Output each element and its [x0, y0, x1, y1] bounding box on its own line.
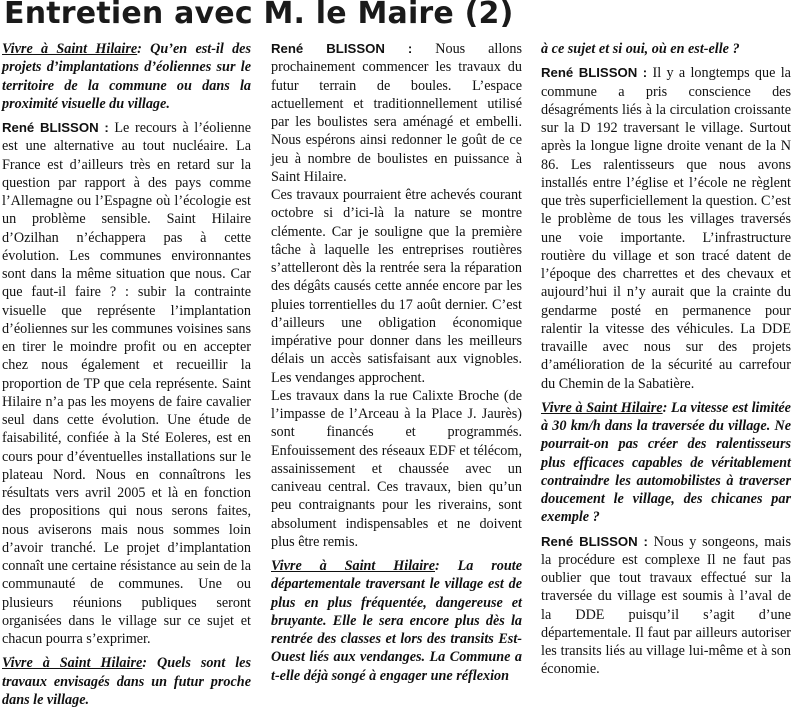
- answer-text: Il y a longtemps que la commune a pris conscience des désagréments liés à la circulation croissante sur la D 192 traversant le village. Surtout après la longue ligne droite venant de la N 86. Les ralentisseurs que nous avons installés entre l’église et l’école ne règlent que très superficiellement la question. C’est le problème de tous les villages traversés une voie importante. L’infrastructure routière du village et son tracé datent de l’époque des charrettes et des chevaux et aujourd’hui il n’y aurait que la crainte du gendarme posté en permanence pour ralentir la vitesse des véhicules. La DDE travaille avec nous sur des projets d’amélioration de la sécurité au carrefour du Chemin de la Sabatière.: [541, 65, 791, 392]
- answer-4: [541, 533, 791, 679]
- question-2: [2, 654, 251, 709]
- speaker-name: René BLISSON :: [2, 120, 109, 135]
- question-3: [271, 557, 522, 685]
- article-column-2: [271, 40, 522, 691]
- answer-3: [541, 64, 791, 393]
- question-3-continued: à ce sujet et si oui, où en est-elle ?: [541, 41, 740, 57]
- question-text: : Quels sont les travaux envisagés dans un futur proche dans le village.: [2, 655, 251, 708]
- answer-2-paragraph-3: Les travaux dans la rue Calixte Broche (de l’impasse de l’Arceau à la Place J. Jaurès) sont financés et programmés. Enfouissement des réseaux EDF et télécom, assainissement et chaussée avec un caniveau central. Ces travaux, bien qu’un peu contraignants pour les riverains, sont absolument indispensables et ne doivent plus être remis.: [271, 387, 522, 550]
- question-text: : La vitesse est limitée à 30 km/h dans la traversée du village. Ne pourrait-on pas créer des ralentisseurs plus efficaces capables de véritablement contraindre les automobilistes à traverser doucement le village, des chicanes par exemple ?: [541, 399, 791, 526]
- interviewer-name: Vivre à Saint Hilaire: [271, 558, 435, 574]
- interviewer-name: Vivre à Saint Hilaire: [541, 399, 663, 416]
- speaker-name: René BLISSON :: [541, 65, 648, 81]
- interviewer-name: Vivre à Saint Hilaire: [2, 41, 138, 57]
- speaker-name: René BLISSON :: [541, 533, 648, 549]
- speaker-name: René BLISSON :: [271, 41, 413, 56]
- article-column-3: [541, 40, 791, 685]
- question-text: : Qu’en est-il des projets d’implantations d’éoliennes sur le territoire de la commune ou dans la proximité visuelle du village.: [2, 41, 251, 112]
- interviewer-name: Vivre à Saint Hilaire: [2, 655, 143, 672]
- answer-2-paragraph-1: [271, 40, 522, 186]
- question-1: [2, 40, 251, 113]
- answer-text: Nous allons prochainement commencer les travaux du futur terrain de boules. L’espace actuellement et traditionnellement utilisé par les boulistes sera aménagé et embelli. Nous espérons ainsi redonner le goût de ce jeu à nombre de boulistes en puissance à Saint Hilaire.: [271, 41, 522, 185]
- answer-1: [2, 119, 251, 648]
- answer-2-paragraph-2: Ces travaux pourraient être achevés courant octobre si d’ici-là la nature se montre clémente. Car je souligne que la première tâche à laquelle les entreprises routières s’attelleront dès la rentrée sera la réparation des dégâts causés cette année encore par les pluies torrentielles du 17 août dernier. C’est d’ailleurs une obligation économique impérative pour donner dans les meilleurs délais un accès satisfaisant aux vignobles. Les vendanges approchent.: [271, 187, 522, 386]
- article-column-1: [2, 40, 251, 715]
- question-text: : La route départementale traversant le village est de plus en plus fréquentée, dangereuse et bruyante. Elle le sera encore plus dès la rentrée des classes et lors des transits Est-Ouest liés aux vendanges. La Commune a t-elle déjà songé à engager une réflexion: [271, 558, 522, 684]
- answer-text: Le recours à l’éolienne est une alternative au tout nucléaire. La France est d’ailleurs très en retard sur la question par rapport à des pays comme l’Allemagne ou l’Espagne où l’écologie est un problème sensible. Saint Hilaire d’Ozilhan n’échappera pas à cette évolution. Les communes environnantes sont dans la même situation que nous. Car que faut-il faire ? : subir la contrainte visuelle que représente l’implantation d’éoliennes sur les communes voisines sans en tirer le moindre profit ou en accepter chez nous également et recueillir la proportion de TP que cela représente. Saint Hilaire n’a pas les moyens de faire cavalier seul dans cette évolution. Une étude de faisabilité, confiée à la Sté Eoleres, est en cours pour d’éventuelles installations sur le plateau Nord. Nous en connaîtrons les résultats vers avril 2005 et là en fonction des propositions qui nous serons faites, nous aviserons mais nous sommes loin d’avoir tranché. Le projet d’implantation connaît une certaine résistance au sein de la communauté de communes. Une ou plusieurs réunions publiques seront organisées dans le village sur ce sujet et chacun pourra s’exprimer.: [2, 120, 251, 647]
- question-4: [541, 399, 791, 527]
- page-title: Entretien avec M. le Maire (2): [4, 0, 514, 31]
- answer-text: Nous y songeons, mais la procédure est complexe Il ne faut pas oublier que tout travaux effectué sur la traversée du village est soumis à l’aval de la DDE puisqu’il s’agit d’une départementale. Il faut par ailleurs autoriser les transits liés au village lui-même et à son économie.: [541, 533, 791, 678]
